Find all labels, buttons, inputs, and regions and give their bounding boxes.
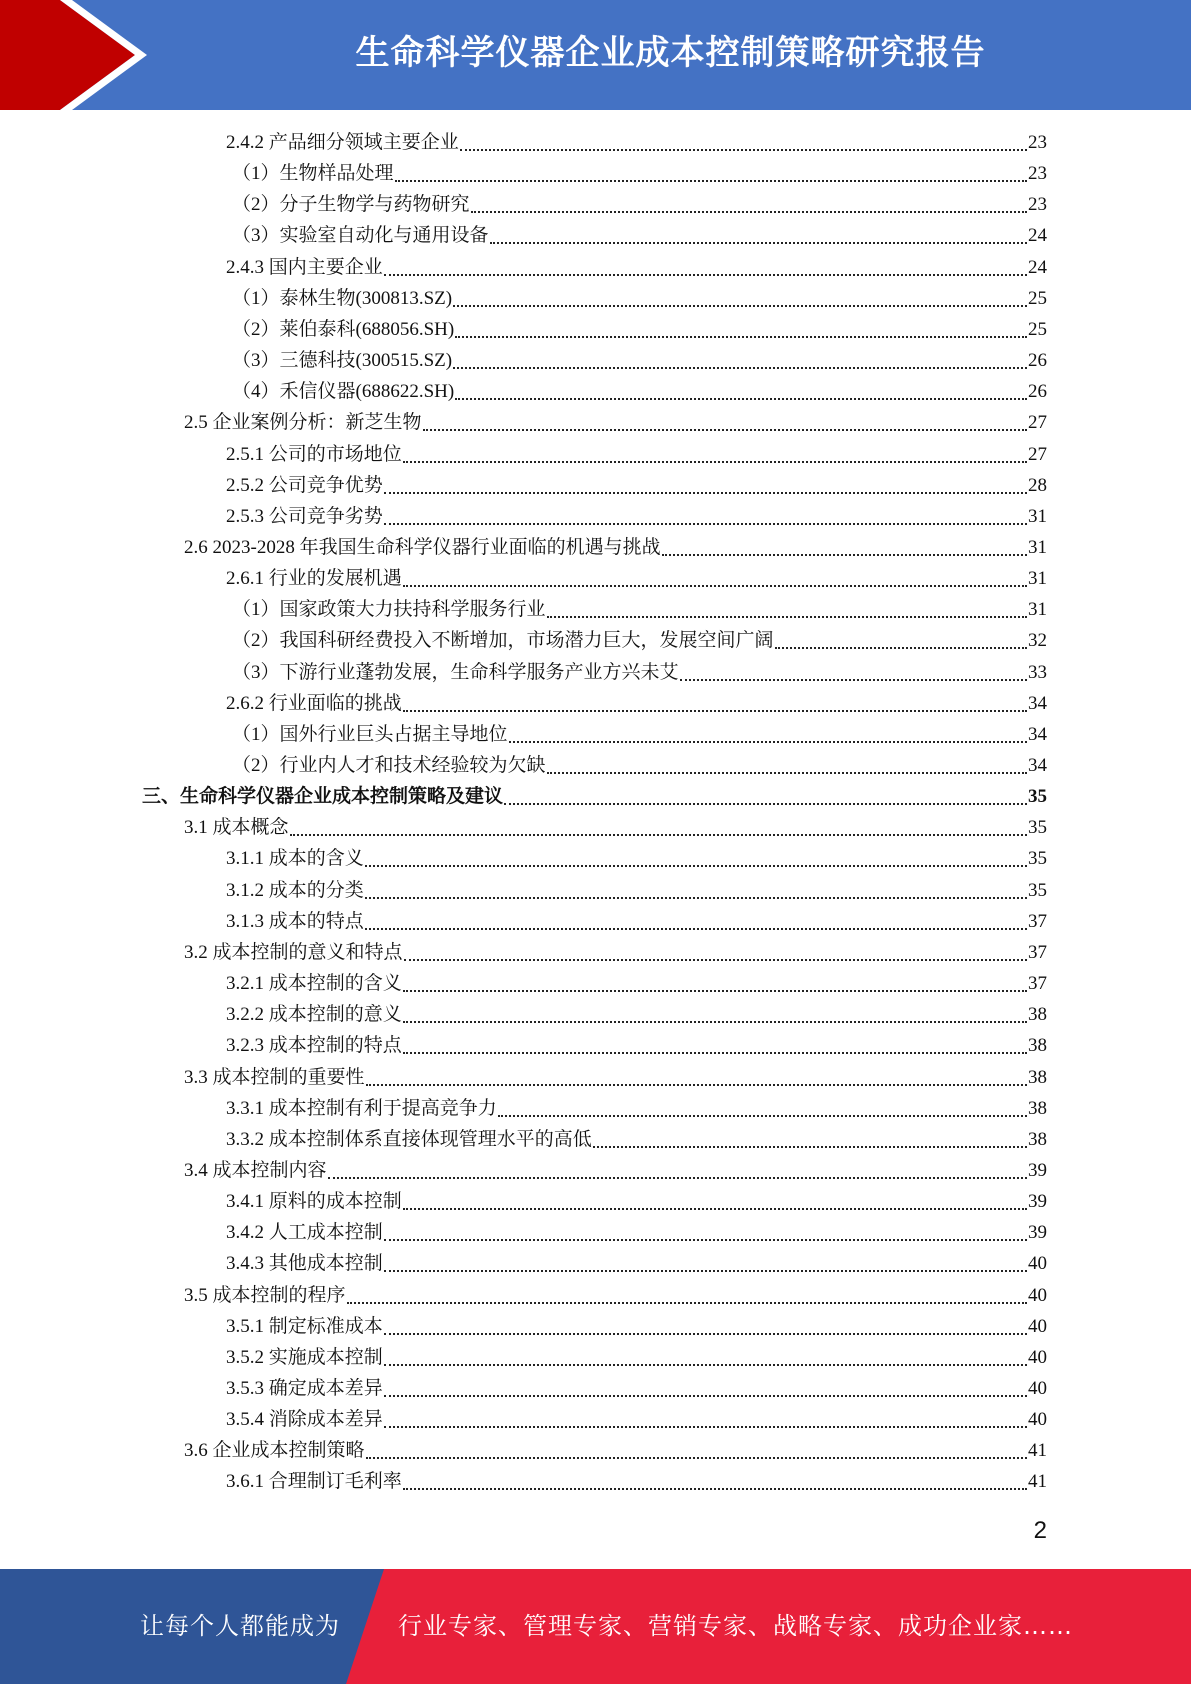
toc-leader-dots [680, 679, 1027, 681]
toc-entry-label: （2）行业内人才和技术经验较为欠缺 [232, 755, 546, 776]
toc-entry-page: 27 [1028, 412, 1047, 434]
toc-leader-dots [504, 803, 1027, 805]
toc-leader-dots [365, 928, 1027, 930]
toc-entry-page: 35 [1028, 879, 1047, 901]
toc-entry[interactable] [226, 1248, 1047, 1279]
toc-leader-dots [384, 1270, 1027, 1272]
toc-entry-label: （2）莱伯泰科(688056.SH) [232, 318, 455, 340]
toc-entry-label: （1）生物样品处理 [232, 163, 394, 185]
toc-leader-dots [328, 1177, 1027, 1179]
toc-entry-page: 35 [1028, 786, 1047, 808]
toc-entry-label: 3.5.3 确定成本差异 [226, 1378, 383, 1399]
toc-entry-label: 3.4.1 原料的成本控制 [226, 1191, 402, 1213]
toc-entry[interactable] [226, 1030, 1047, 1061]
toc-entry[interactable] [232, 657, 1047, 688]
toc-entry[interactable] [226, 688, 1047, 719]
toc-entry-page: 38 [1028, 1004, 1047, 1026]
toc-leader-dots [403, 461, 1027, 463]
toc-entry-page: 40 [1028, 1346, 1047, 1368]
toc-leader-dots [662, 554, 1027, 556]
toc-leader-dots [593, 1146, 1027, 1148]
toc-entry[interactable] [232, 625, 1047, 656]
toc-entry-page: 38 [1028, 1066, 1047, 1088]
toc-entry-page: 37 [1028, 941, 1047, 963]
toc-entry[interactable] [232, 345, 1047, 376]
toc-entry-label: 3.5.2 实施成本控制 [226, 1346, 383, 1368]
toc-entry-label: 3.1.1 成本的含义 [226, 848, 364, 870]
toc-entry-label: 3.5 成本控制的程序 [184, 1284, 346, 1306]
toc-entry[interactable] [232, 719, 1047, 750]
toc-leader-dots [403, 1021, 1027, 1023]
toc-leader-dots [384, 523, 1027, 525]
toc-entry[interactable] [226, 875, 1047, 906]
toc-leader-dots [547, 616, 1027, 618]
header-arrow-decoration [0, 0, 150, 110]
toc-entry-page: 24 [1028, 225, 1047, 247]
toc-entry-page: 35 [1028, 817, 1047, 839]
toc-entry[interactable] [226, 252, 1047, 283]
toc-entry-label: 2.4.2 产品细分领域主要企业 [226, 132, 459, 153]
toc-leader-dots [366, 1084, 1027, 1086]
toc-entry-page: 37 [1028, 973, 1047, 995]
toc-entry-page: 37 [1028, 910, 1047, 932]
toc-entry-page: 31 [1028, 536, 1047, 558]
toc-entry-page: 41 [1028, 1471, 1047, 1493]
toc-entry-page: 35 [1028, 848, 1047, 870]
toc-entry[interactable] [226, 968, 1047, 999]
toc-leader-dots [366, 1457, 1027, 1459]
toc-entry-label: 3.1.3 成本的特点 [226, 910, 364, 932]
toc-entry-label: 3.2 成本控制的意义和特点 [184, 941, 403, 963]
toc-entry-page: 26 [1028, 350, 1047, 372]
page-footer [0, 1569, 1191, 1684]
footer-slogan-left: 让每个人都能成为 [140, 1612, 340, 1640]
toc-entry-label: 3.4.3 其他成本控制 [226, 1253, 383, 1275]
toc-entry-label: 3.6 企业成本控制策略 [184, 1440, 365, 1462]
toc-entry-page: 39 [1028, 1222, 1047, 1244]
toc-entry-page: 23 [1028, 163, 1047, 185]
toc-entry-label: 3.2.1 成本控制的含义 [226, 973, 402, 995]
toc-leader-dots [455, 336, 1027, 338]
toc-leader-dots [403, 990, 1027, 992]
toc-entry-page: 25 [1028, 287, 1047, 309]
toc-leader-dots [455, 398, 1027, 400]
toc-entry-label: 3.5.4 消除成本差异 [226, 1409, 383, 1431]
toc-entry-label: 2.5 企业案例分析：新芝生物 [184, 412, 422, 434]
toc-leader-dots [365, 865, 1027, 867]
toc-entry[interactable] [226, 1342, 1047, 1373]
toc-leader-dots [384, 492, 1027, 494]
toc-entry-label: 3.1.2 成本的分类 [226, 879, 364, 901]
toc-leader-dots [384, 1426, 1027, 1428]
toc-entry[interactable] [232, 220, 1047, 251]
toc-entry[interactable] [232, 376, 1047, 407]
toc-entry-page: 39 [1028, 1191, 1047, 1213]
toc-leader-dots [498, 1115, 1027, 1117]
toc-entry-label: 3.4 成本控制内容 [184, 1159, 327, 1181]
toc-leader-dots [403, 1208, 1027, 1210]
toc-entry-label: 2.4.3 国内主要企业 [226, 256, 383, 278]
toc-entry-label: （3）下游行业蓬勃发展，生命科学服务产业方兴未艾 [232, 661, 679, 683]
toc-entry-page: 34 [1028, 755, 1047, 776]
toc-entry-page: 40 [1028, 1253, 1047, 1275]
toc-entry[interactable] [226, 1217, 1047, 1248]
toc-entry-label: （2）我国科研经费投入不断增加，市场潜力巨大，发展空间广阔 [232, 630, 774, 652]
toc-leader-dots [384, 1333, 1027, 1335]
toc-entry[interactable] [184, 1280, 1047, 1311]
toc-leader-dots [460, 149, 1027, 151]
toc-leader-dots [395, 180, 1027, 182]
toc-entry[interactable] [184, 532, 1047, 563]
toc-entry[interactable] [184, 1435, 1047, 1466]
toc-entry-page: 34 [1028, 692, 1047, 714]
toc-entry-page: 31 [1028, 505, 1047, 527]
toc-entry[interactable] [226, 1093, 1047, 1124]
toc-entry[interactable] [226, 1124, 1047, 1155]
toc-entry-label: 2.5.2 公司竞争优势 [226, 474, 383, 496]
toc-entry-label: 3.2.3 成本控制的特点 [226, 1035, 402, 1057]
toc-leader-dots [403, 585, 1027, 587]
toc-entry-label: 2.6.1 行业的发展机遇 [226, 568, 402, 590]
toc-leader-dots [403, 1488, 1027, 1490]
toc-entry-label: 2.6 2023-2028 年我国生命科学仪器行业面临的机遇与挑战 [184, 536, 661, 558]
toc-entry[interactable] [232, 283, 1047, 314]
toc-entry-label: 3.1 成本概念 [184, 817, 289, 839]
toc-entry-label: 三、生命科学仪器企业成本控制策略及建议 [142, 786, 504, 808]
toc-entry-label: 3.3.2 成本控制体系直接体现管理水平的高低 [226, 1128, 592, 1150]
toc-entry[interactable] [142, 781, 1047, 812]
toc-entry[interactable] [226, 843, 1047, 874]
toc-leader-dots [347, 1302, 1027, 1304]
toc-leader-dots [490, 242, 1027, 244]
toc-entry-page: 38 [1028, 1035, 1047, 1057]
toc-entry-page: 39 [1028, 1159, 1047, 1181]
toc-leader-dots [471, 211, 1027, 213]
page-header [0, 0, 1191, 110]
toc-leader-dots [384, 1395, 1027, 1397]
toc-entry-page: 23 [1028, 194, 1047, 216]
toc-entry-page: 32 [1028, 630, 1047, 652]
toc-entry[interactable] [184, 937, 1047, 968]
toc-entry-page: 34 [1028, 723, 1047, 745]
toc-entry-label: 2.5.3 公司竞争劣势 [226, 505, 383, 527]
toc-entry[interactable] [226, 906, 1047, 937]
toc-entry-label: 3.3.1 成本控制有利于提高竞争力 [226, 1097, 497, 1119]
toc-leader-dots [509, 741, 1027, 743]
toc-entry-label: 3.6.1 合理制订毛利率 [226, 1471, 402, 1493]
toc-entry[interactable] [232, 750, 1047, 781]
toc-entry[interactable] [226, 127, 1047, 158]
toc-entry-label: 3.5.1 制定标准成本 [226, 1315, 383, 1337]
toc-entry-page: 40 [1028, 1284, 1047, 1306]
toc-entry-label: （3）实验室自动化与通用设备 [232, 225, 489, 247]
toc-entry-label: （2）分子生物学与药物研究 [232, 194, 470, 216]
toc-entry-page: 40 [1028, 1315, 1047, 1337]
toc-entry[interactable] [226, 563, 1047, 594]
toc-leader-dots [365, 897, 1027, 899]
toc-entry[interactable] [226, 501, 1047, 532]
toc-entry-page: 40 [1028, 1378, 1047, 1399]
toc-entry-page: 23 [1028, 132, 1047, 153]
toc-leader-dots [404, 959, 1027, 961]
toc-leader-dots [423, 429, 1027, 431]
page-number: 2 [1033, 1517, 1047, 1544]
toc-leader-dots [453, 305, 1027, 307]
toc-leader-dots [290, 834, 1027, 836]
toc-entry[interactable] [232, 158, 1047, 189]
toc-entry-page: 38 [1028, 1128, 1047, 1150]
toc-leader-dots [403, 710, 1027, 712]
toc-entry-label: （1）泰林生物(300813.SZ) [232, 287, 453, 309]
report-title: 生命科学仪器企业成本控制策略研究报告 [355, 33, 986, 73]
toc-leader-dots [384, 1239, 1027, 1241]
toc-entry-label: 3.2.2 成本控制的意义 [226, 1004, 402, 1026]
toc-entry[interactable] [184, 1155, 1047, 1186]
toc-entry-label: （1）国外行业巨头占据主导地位 [232, 723, 508, 745]
toc-entry-label: 3.4.2 人工成本控制 [226, 1222, 383, 1244]
toc-entry-page: 38 [1028, 1097, 1047, 1119]
toc-entry[interactable] [226, 1373, 1047, 1404]
toc-entry-label: 3.3 成本控制的重要性 [184, 1066, 365, 1088]
toc-entry-page: 31 [1028, 568, 1047, 590]
toc-entry-page: 33 [1028, 661, 1047, 683]
toc-entry-label: （3）三德科技(300515.SZ) [232, 350, 453, 372]
toc-leader-dots [453, 367, 1027, 369]
toc-entry[interactable] [226, 470, 1047, 501]
toc-entry-label: （1）国家政策大力扶持科学服务行业 [232, 599, 546, 621]
toc-entry[interactable] [232, 594, 1047, 625]
toc-entry[interactable] [184, 407, 1047, 438]
toc-entry[interactable] [226, 1466, 1047, 1497]
toc-entry[interactable] [226, 1404, 1047, 1435]
toc-entry-page: 28 [1028, 474, 1047, 496]
toc-entry-page: 27 [1028, 443, 1047, 465]
toc-entry-page: 31 [1028, 599, 1047, 621]
toc-leader-dots [547, 772, 1027, 774]
toc-leader-dots [775, 647, 1027, 649]
toc-leader-dots [384, 1364, 1027, 1366]
toc-entry-page: 40 [1028, 1409, 1047, 1431]
toc-entry-page: 25 [1028, 318, 1047, 340]
toc-entry-page: 24 [1028, 256, 1047, 278]
toc-entry[interactable] [232, 314, 1047, 345]
toc-leader-dots [403, 1052, 1027, 1054]
toc-entry-label: 2.6.2 行业面临的挑战 [226, 692, 402, 714]
toc-leader-dots [384, 274, 1027, 276]
toc-entry[interactable] [232, 189, 1047, 220]
toc-entry-label: （4）禾信仪器(688622.SH) [232, 381, 455, 403]
toc-entry-page: 26 [1028, 381, 1047, 403]
toc-entry[interactable] [184, 812, 1047, 843]
footer-slogan-right: 行业专家、管理专家、营销专家、战略专家、成功企业家…… [398, 1612, 1073, 1640]
toc-entry[interactable] [226, 1186, 1047, 1217]
toc-entry[interactable] [226, 439, 1047, 470]
toc-entry[interactable] [184, 1062, 1047, 1093]
toc-entry-page: 41 [1028, 1440, 1047, 1462]
toc-entry[interactable] [226, 1311, 1047, 1342]
toc-entry[interactable] [226, 999, 1047, 1030]
toc-entry-label: 2.5.1 公司的市场地位 [226, 443, 402, 465]
